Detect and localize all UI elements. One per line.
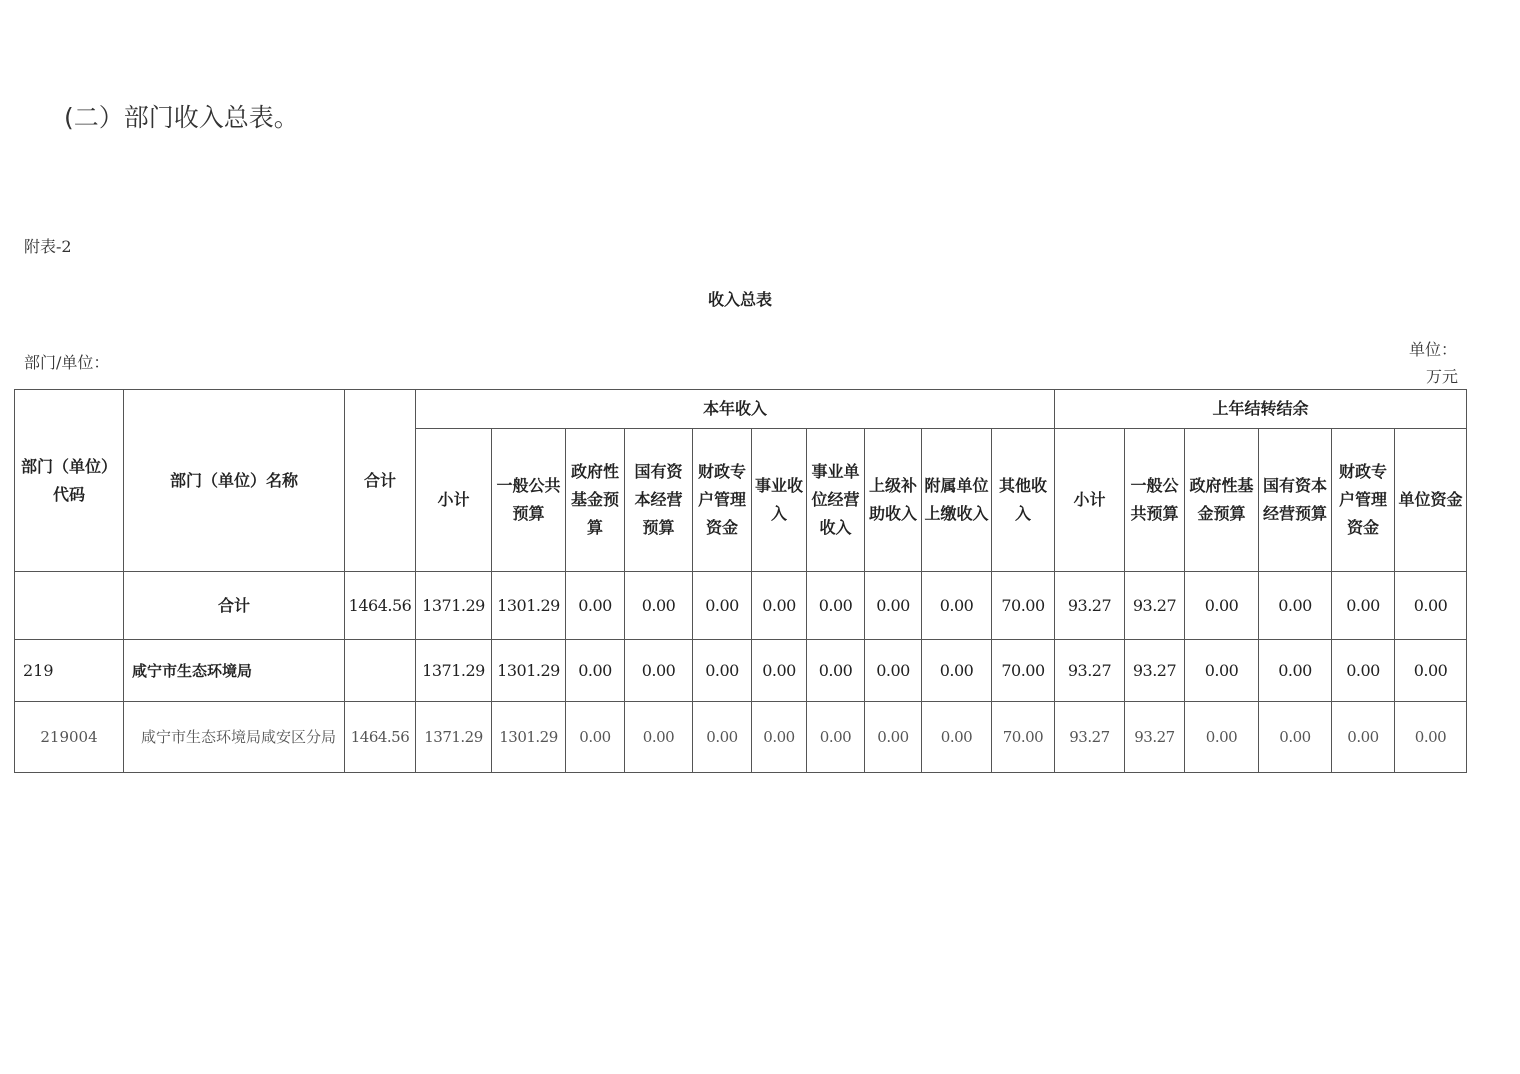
header-carryover-subtotal: 小计 xyxy=(1055,429,1125,572)
cell-value: 0.00 xyxy=(1185,702,1259,773)
header-current-special-account-funds: 财政专户管理资金 xyxy=(693,429,752,572)
cell-name: 咸宁市生态环境局咸安区分局 xyxy=(124,702,345,773)
cell-value: 0.00 xyxy=(1332,702,1395,773)
cell-value: 93.27 xyxy=(1055,702,1125,773)
table-row-department xyxy=(15,640,1467,702)
header-current-gov-fund-budget: 政府性基金预算 xyxy=(566,429,625,572)
cell-value: 93.27 xyxy=(1055,640,1125,702)
cell-value: 0.00 xyxy=(752,572,807,640)
cell-value: 0.00 xyxy=(922,702,992,773)
cell-value: 70.00 xyxy=(992,640,1055,702)
cell-name: 咸宁市生态环境局 xyxy=(124,640,345,702)
cell-value: 93.27 xyxy=(1125,640,1185,702)
cell-value: 1301.29 xyxy=(492,572,566,640)
cell-value: 0.00 xyxy=(693,640,752,702)
cell-value: 0.00 xyxy=(566,640,625,702)
cell-value: 0.00 xyxy=(1185,640,1259,702)
appendix-label: 附表-2 xyxy=(24,237,72,256)
cell-value: 0.00 xyxy=(922,640,992,702)
header-current-general-budget: 一般公共预算 xyxy=(492,429,566,572)
cell-total xyxy=(345,640,416,702)
header-carryover-state-capital-budget: 国有资本经营预算 xyxy=(1259,429,1332,572)
header-current-year-income: 本年收入 xyxy=(416,390,1055,429)
header-name: 部门（单位）名称 xyxy=(124,390,345,572)
cell-total: 1464.56 xyxy=(345,702,416,773)
cell-value: 0.00 xyxy=(807,572,865,640)
cell-code: 219 xyxy=(15,640,124,702)
cell-value: 1371.29 xyxy=(416,640,492,702)
cell-value: 0.00 xyxy=(865,702,922,773)
unit-label: 单位： xyxy=(1409,340,1458,359)
cell-value: 0.00 xyxy=(1395,640,1467,702)
table-row-unit xyxy=(15,702,1467,773)
cell-total: 1464.56 xyxy=(345,572,416,640)
header-current-state-capital-budget: 国有资本经营预算 xyxy=(625,429,693,572)
cell-value: 70.00 xyxy=(992,572,1055,640)
cell-value: 0.00 xyxy=(1332,640,1395,702)
cell-value: 93.27 xyxy=(1125,572,1185,640)
header-code: 部门（单位）代码 xyxy=(15,390,124,572)
section-heading: (二）部门收入总表。 xyxy=(64,103,299,132)
cell-value: 0.00 xyxy=(1259,572,1332,640)
cell-value: 0.00 xyxy=(1332,572,1395,640)
cell-value: 0.00 xyxy=(1259,640,1332,702)
table-row-total xyxy=(15,572,1467,640)
cell-name: 合计 xyxy=(124,572,345,640)
cell-value: 0.00 xyxy=(625,640,693,702)
cell-value: 93.27 xyxy=(1125,702,1185,773)
cell-value: 0.00 xyxy=(752,702,807,773)
header-carryover-general-budget: 一般公共预算 xyxy=(1125,429,1185,572)
cell-code xyxy=(15,572,124,640)
header-current-other-income: 其他收入 xyxy=(992,429,1055,572)
cell-value: 0.00 xyxy=(807,702,865,773)
cell-value: 0.00 xyxy=(625,702,693,773)
cell-value: 1301.29 xyxy=(492,702,566,773)
header-current-affiliate-remittance: 附属单位上缴收入 xyxy=(922,429,992,572)
cell-value: 0.00 xyxy=(1259,702,1332,773)
header-carryover-unit-funds: 单位资金 xyxy=(1395,429,1467,572)
cell-value: 0.00 xyxy=(1185,572,1259,640)
cell-value: 0.00 xyxy=(1395,572,1467,640)
cell-value: 0.00 xyxy=(1395,702,1467,773)
cell-value: 1371.29 xyxy=(416,702,492,773)
header-total: 合计 xyxy=(345,390,416,572)
income-summary-table xyxy=(14,389,1467,773)
cell-code: 219004 xyxy=(15,702,124,773)
header-prior-year-carryover: 上年结转结余 xyxy=(1055,390,1467,429)
header-current-business-income: 事业收入 xyxy=(752,429,807,572)
cell-value: 93.27 xyxy=(1055,572,1125,640)
cell-value: 0.00 xyxy=(807,640,865,702)
cell-value: 0.00 xyxy=(693,572,752,640)
table-title: 收入总表 xyxy=(707,290,772,309)
cell-value: 1301.29 xyxy=(492,640,566,702)
header-current-subtotal: 小计 xyxy=(416,429,492,572)
cell-value: 1371.29 xyxy=(416,572,492,640)
cell-value: 0.00 xyxy=(752,640,807,702)
header-current-operating-income: 事业单位经营收入 xyxy=(807,429,865,572)
cell-value: 0.00 xyxy=(922,572,992,640)
unit-value: 万元 xyxy=(1426,367,1459,386)
cell-value: 70.00 xyxy=(992,702,1055,773)
header-row-1 xyxy=(15,390,1467,429)
cell-value: 0.00 xyxy=(566,702,625,773)
cell-value: 0.00 xyxy=(625,572,693,640)
cell-value: 0.00 xyxy=(566,572,625,640)
header-carryover-gov-fund-budget: 政府性基金预算 xyxy=(1185,429,1259,572)
department-label: 部门/单位： xyxy=(24,353,110,372)
header-carryover-special-account-funds: 财政专户管理资金 xyxy=(1332,429,1395,572)
cell-value: 0.00 xyxy=(865,640,922,702)
header-current-superior-subsidy: 上级补助收入 xyxy=(865,429,922,572)
cell-value: 0.00 xyxy=(865,572,922,640)
cell-value: 0.00 xyxy=(693,702,752,773)
